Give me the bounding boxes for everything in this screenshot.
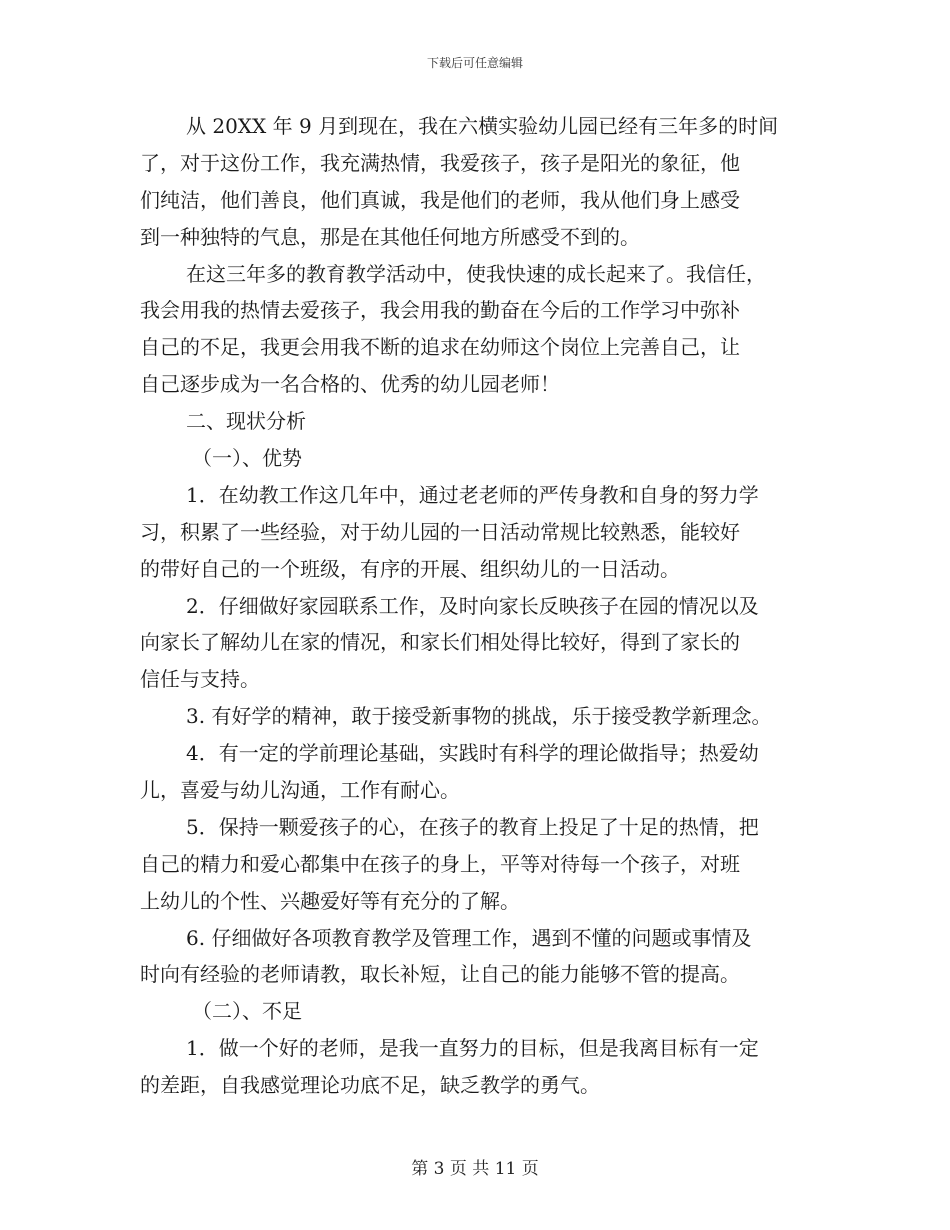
page-indicator: 第 3 页 共 11 页 [411,1159,539,1179]
text-line: 1．做一个好的老师，是我一直努力的目标，但是我离目标有一定 [186,1036,759,1061]
text-line: 6. 仔细做好各项教育教学及管理工作，遇到不懂的问题或事情及 [186,925,752,950]
text-line: 上幼儿的个性、兴趣爱好等有充分的了解。 [140,888,520,913]
text-line: 习，积累了一些经验，对于幼儿园的一日活动常规比较熟悉，能较好 [140,519,740,544]
text-line: 3. 有好学的精神，敢于接受新事物的挑战，乐于接受教学新理念。 [186,704,772,729]
text-line: 自己的不足，我更会用我不断的追求在幼师这个岗位上完善自己，让 [140,335,740,360]
page-header-note: 下载后可任意编辑 [426,56,523,70]
text-line: 在这三年多的教育教学活动中，使我快速的成长起来了。我信任， [186,261,766,286]
text-line: 的带好自己的一个班级，有序的开展、组织幼儿的一日活动。 [140,556,680,581]
text-line: 从 20XX 年 9 月到现在，我在六横实验幼儿园已经有三年多的时间 [186,114,779,138]
text-line: 自己逐步成为一名合格的、优秀的幼儿园老师！ [140,372,560,397]
section-heading: 二、现状分析 [186,409,306,434]
text-line: 自己的精力和爱心都集中在孩子的身上，平等对待每一个孩子，对班 [140,851,740,876]
text-line: 儿，喜爱与幼儿沟通，工作有耐心。 [140,778,460,803]
subsection-heading: （二）、不足 [192,999,302,1024]
subsection-heading: （一）、优势 [192,446,302,471]
text-line: 了，对于这份工作，我充满热情，我爱孩子，孩子是阳光的象征，他 [140,150,740,175]
text-line: 5．保持一颗爱孩子的心，在孩子的教育上投足了十足的热情，把 [186,814,759,839]
text-line: 时向有经验的老师请教，取长补短，让自己的能力能够不管的提高。 [140,962,740,987]
text-line: 的差距，自我感觉理论功底不足，缺乏教学的勇气。 [140,1073,600,1098]
text-line: 信任与支持。 [140,667,260,692]
text-line: 到一种独特的气息，那是在其他任何地方所感受不到的。 [140,224,640,249]
text-line: 我会用我的热情去爱孩子，我会用我的勤奋在今后的工作学习中弥补 [140,298,740,323]
text-line: 1．在幼教工作这几年中，通过老老师的严传身教和自身的努力学 [186,482,759,507]
document-body [140,108,820,1104]
text-line: 们纯洁，他们善良，他们真诚，我是他们的老师，我从他们身上感受 [140,187,740,212]
text-line: 2．仔细做好家园联系工作，及时向家长反映孩子在园的情况以及 [186,593,759,618]
text-line: 向家长了解幼儿在家的情况，和家长们相处得比较好，得到了家长的 [140,630,740,655]
text-line: 4．有一定的学前理论基础，实践时有科学的理论做指导；热爱幼 [186,741,759,766]
